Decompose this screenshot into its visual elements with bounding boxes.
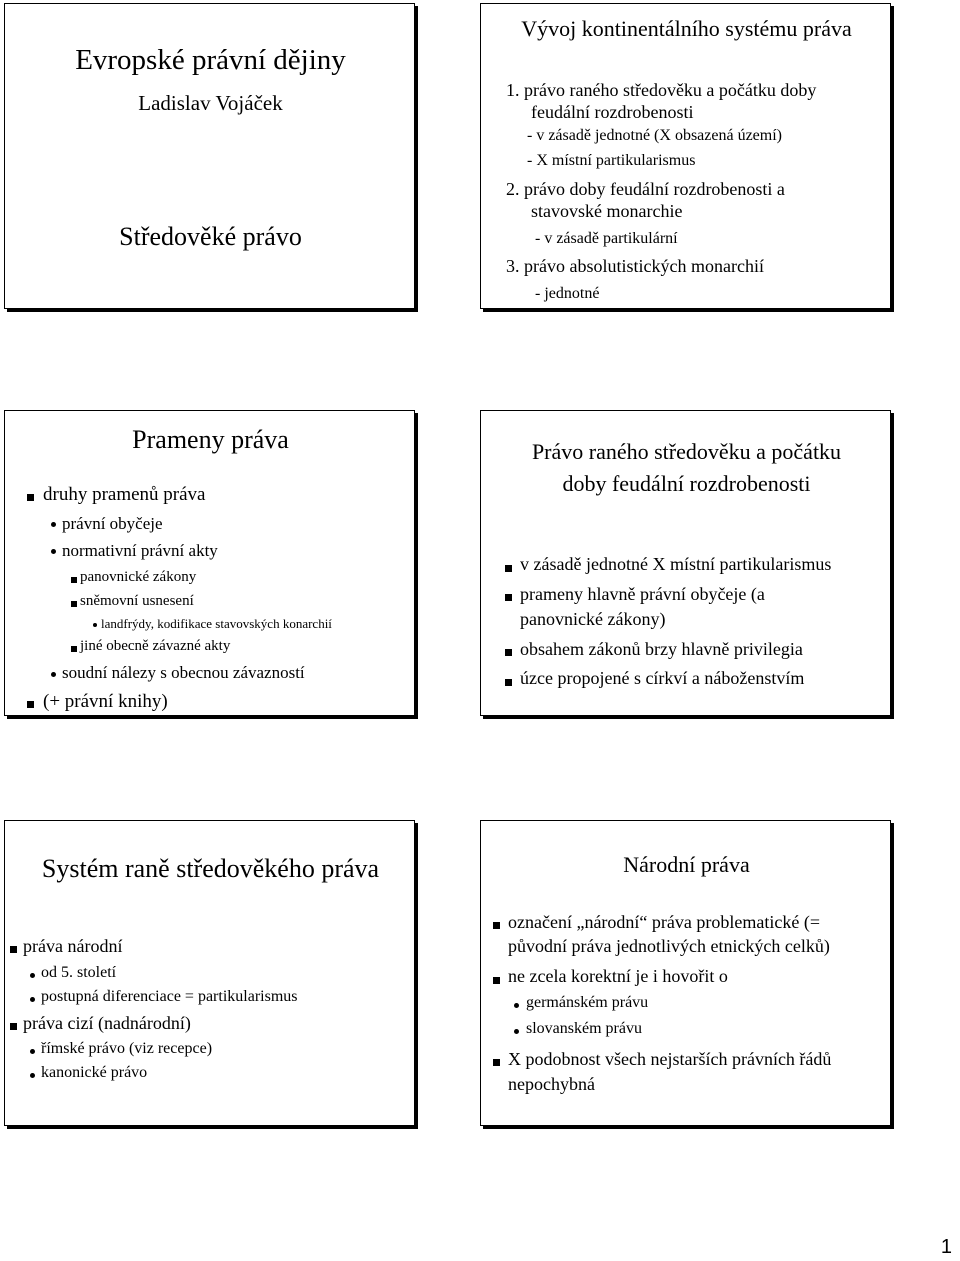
square-bullet-icon	[493, 1059, 500, 1066]
round-bullet-icon	[30, 1049, 35, 1054]
round-bullet-icon	[51, 522, 56, 527]
square-bullet-icon	[10, 1023, 17, 1030]
bullet-1-sub-3: soudní nálezy s obecnou závazností	[62, 663, 305, 682]
point-2-line-1: 2. právo doby feudální rozdrobenosti a	[506, 179, 785, 199]
bullet-2-sub-1: germánském právu	[526, 994, 649, 1011]
slide-author: Ladislav Vojáček	[138, 91, 283, 115]
slide-5	[4, 820, 415, 1126]
square-bullet-icon	[493, 977, 500, 984]
square-bullet-icon	[71, 601, 77, 607]
slide-title: Prameny práva	[132, 425, 289, 454]
slide-title-line-2: doby feudální rozdrobenosti	[562, 471, 811, 496]
point-2-line-2: stavovské monarchie	[531, 201, 683, 221]
slide-3	[4, 410, 415, 716]
slide-title-line-1: Právo raného středověku a počátku	[531, 439, 842, 464]
point-1-line-1: 1. právo raného středověku a počátku doby	[506, 80, 817, 100]
bullet-2: práva cizí (nadnárodní)	[23, 1013, 191, 1033]
bullet-3-line-2: nepochybná	[508, 1074, 595, 1094]
bullet-2-sub-2: kanonické právo	[41, 1064, 148, 1081]
bullet-1-sub-2: postupná diferenciace = partikularismus	[41, 988, 298, 1005]
bullet-1-sub-1: právní obyčeje	[62, 514, 163, 533]
slide-2	[480, 3, 891, 309]
slide-4	[480, 410, 891, 716]
square-bullet-icon	[505, 679, 512, 686]
square-bullet-icon	[505, 565, 512, 572]
bullet-1-sub-2: normativní právní akty	[62, 541, 218, 560]
square-bullet-icon	[493, 922, 500, 929]
slide-1	[4, 3, 415, 309]
bullet-1-sub-2-b-1: landfrýdy, kodifikace stavovských konarchií	[101, 616, 332, 631]
bullet-2-sub-2: slovanském právu	[526, 1020, 642, 1037]
round-bullet-icon	[93, 623, 97, 627]
round-bullet-icon	[514, 1029, 519, 1034]
square-bullet-icon	[71, 577, 77, 583]
bullet-3: obsahem zákonů brzy hlavně privilegia	[520, 639, 803, 659]
square-bullet-icon	[10, 946, 17, 953]
bullet-2-line-2: panovnické zákony)	[520, 609, 666, 629]
bullet-2-sub-1: římské právo (viz recepce)	[41, 1040, 213, 1057]
round-bullet-icon	[51, 549, 56, 554]
point-1-sub-1: - v zásadě jednotné (X obsazená území)	[527, 127, 782, 144]
square-bullet-icon	[71, 646, 77, 652]
point-1-line-2: feudální rozdrobenosti	[531, 102, 694, 122]
square-bullet-icon	[505, 649, 512, 656]
bullet-2: ne zcela korektní je i hovořit o	[508, 966, 728, 986]
slide-title: Vývoj kontinentálního systému práva	[521, 16, 852, 41]
slide-subtitle: Středověké právo	[119, 222, 302, 251]
square-bullet-icon	[27, 494, 34, 501]
page-number: 1	[940, 1236, 952, 1258]
bullet-2: (+ právní knihy)	[43, 691, 168, 712]
round-bullet-icon	[514, 1003, 519, 1008]
square-bullet-icon	[27, 701, 34, 708]
round-bullet-icon	[30, 997, 35, 1002]
bullet-1: práva národní	[23, 936, 123, 956]
bullet-4: úzce propojené s církví a náboženstvím	[520, 668, 805, 688]
round-bullet-icon	[51, 672, 56, 677]
point-3-sub-1: - jednotné	[535, 285, 600, 302]
slide-6	[480, 820, 891, 1126]
bullet-1-sub-1: od 5. století	[41, 964, 117, 981]
bullet-1: v zásadě jednotné X místní partikularismus	[520, 554, 832, 574]
slide-title: Systém raně středověkého práva	[41, 854, 380, 883]
bullet-1-sub-2-a: panovnické zákony	[80, 569, 197, 585]
bullet-2-line-1: prameny hlavně právní obyčeje (a	[520, 584, 765, 604]
bullet-1-sub-2-c: jiné obecně závazné akty	[80, 638, 231, 654]
slide-title: Národní práva	[623, 852, 750, 877]
bullet-1-line-2: původní práva jednotlivých etnických celků)	[508, 936, 830, 956]
square-bullet-icon	[505, 594, 512, 601]
round-bullet-icon	[30, 973, 35, 978]
bullet-1: druhy pramenů práva	[43, 484, 206, 505]
bullet-1-line-1: označení „národní“ práva problematické (=	[508, 912, 820, 932]
bullet-1-sub-2-b: sněmovní usnesení	[80, 593, 194, 609]
round-bullet-icon	[30, 1073, 35, 1078]
point-1-sub-2: - X místní partikularismus	[527, 152, 696, 169]
point-3-line-1: 3. právo absolutistických monarchií	[506, 256, 764, 276]
bullet-3-line-1: X podobnost všech nejstarších právních řádů	[508, 1049, 832, 1069]
point-2-sub-1: - v zásadě partikulární	[535, 230, 678, 247]
slide-title: Evropské právní dějiny	[75, 44, 346, 76]
